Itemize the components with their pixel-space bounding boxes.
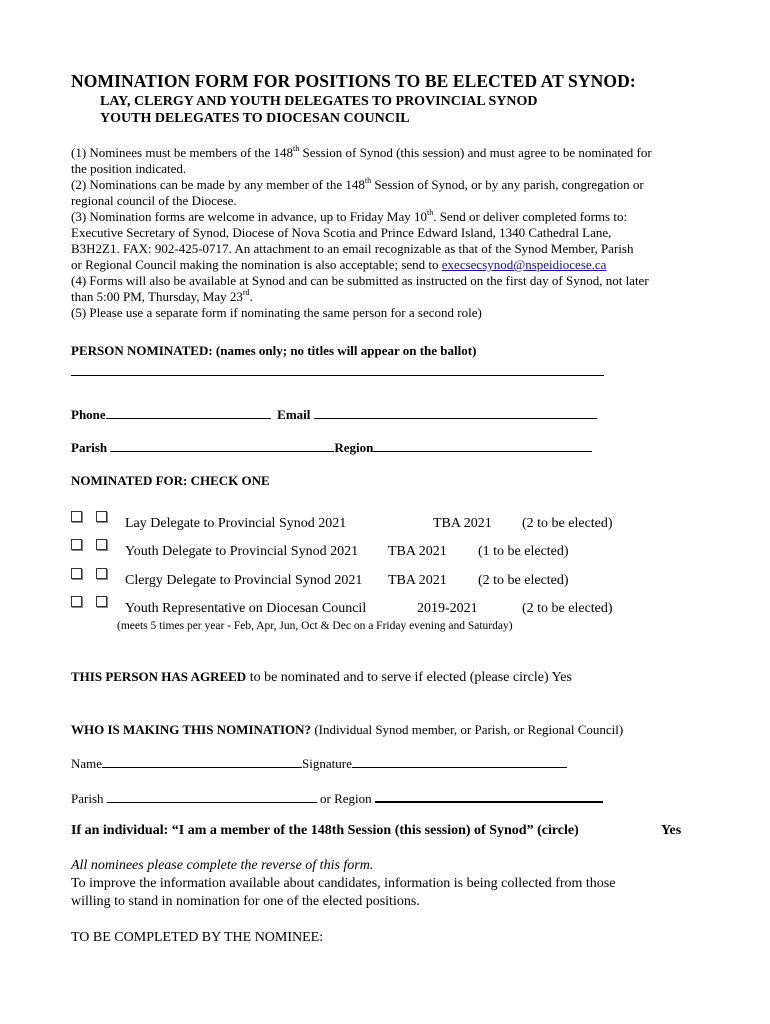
nominator-region-label: or Region [316,791,375,806]
person-nominated-heading: PERSON NOMINATED: (names only; no titles will appear on the ballot) [71,343,477,358]
individual-yes[interactable]: Yes [661,823,682,838]
phone-row [71,407,597,423]
option-3-count: (2 to be elected) [478,573,569,588]
rule-4-deadline: than 5:00 PM, Thursday, May 23 [71,289,243,304]
rule-3-address: Executive Secretary of Synod, Diocese of Nova Scotia and Prince Edward Island, 1340 Cathedral Lane, [71,225,612,240]
email-field[interactable] [314,407,597,419]
rule-1-text-cont: Session of Synod (this session) and must agree to be nominated for [299,145,652,160]
nominator-parish-row [71,790,603,807]
rule-2-text: (2) Nominations can be made by any member of the 148 [71,177,365,192]
parish-label: Parish [71,440,108,455]
rule-3-sup: th [426,208,434,217]
option-4-checkbox-b[interactable] [96,596,107,607]
agreed-heading: THIS PERSON HAS AGREED [71,669,247,684]
option-2-name: Youth Delegate to Provincial Synod 2021 [125,544,359,559]
form-title: NOMINATION FORM FOR POSITIONS TO BE ELECTED AT SYNOD: [71,71,636,91]
info-line-1: To improve the information available about candidates, information is being collected from those [71,876,616,891]
rule-1-line2: the position indicated. [71,161,187,176]
rule-4-line2 [71,289,253,305]
phone-label: Phone [71,407,106,422]
rule-3-email-text: or Regional Council making the nomination is also acceptable; send to [71,257,442,272]
email-label: Email [277,407,311,422]
council-meeting-note: (meets 5 times per year - Feb, Apr, Jun, Oct & Dec on a Friday evening and Saturday) [117,620,513,632]
nominator-parish-label: Parish [71,791,107,806]
nominee-section-heading: TO BE COMPLETED BY THE NOMINEE: [71,930,324,945]
rule-3-fax: B3H2Z1. FAX: 902-425-0717. An attachment to an email recognizable as that of the Synod Member, Parish [71,241,634,256]
who-nominating-text: (Individual Synod member, or Parish, or Regional Council) [311,722,624,737]
nominator-parish-field[interactable] [107,791,317,803]
rule-3-text-cont: . Send or deliver completed forms to: [433,209,628,224]
option-2-date: TBA 2021 [388,544,447,559]
who-nominating-line [71,722,623,738]
option-3-date: TBA 2021 [388,573,447,588]
nominated-for-heading: NOMINATED FOR: CHECK ONE [71,473,270,488]
nominator-region-field[interactable] [375,790,603,803]
agreed-text: to be nominated and to serve if elected (please circle) Yes [246,670,572,685]
rule-4-period: . [249,289,253,304]
option-1-checkbox-b[interactable] [96,511,107,522]
region-label: Region [334,440,374,455]
reverse-instruction: All nominees please complete the reverse of this form. [71,858,374,873]
nominator-name-label: Name [71,756,103,771]
signature-label: Signature [302,756,352,771]
option-3-name: Clergy Delegate to Provincial Synod 2021 [125,573,363,588]
rule-2 [71,177,644,193]
nominee-name-field[interactable] [71,375,604,376]
nominator-name-field[interactable] [102,756,302,768]
rule-4: (4) Forms will also be available at Synod and can be submitted as instructed on the first day of Synod, not later [71,273,649,288]
option-4-checkbox-a[interactable] [71,596,82,607]
rule-2-line2: regional council of the Diocese. [71,193,237,208]
rule-2-text-cont: Session of Synod, or by any parish, congregation or [371,177,644,192]
agreed-line [71,668,572,687]
option-4-date: 2019-2021 [417,601,478,616]
rule-1-text: (1) Nominees must be members of the 148 [71,145,294,160]
option-2-count: (1 to be elected) [478,544,569,559]
option-4-name: Youth Representative on Diocesan Council [125,601,367,616]
phone-field[interactable] [106,407,271,419]
form-subtitle-provincial: LAY, CLERGY AND YOUTH DELEGATES TO PROVINCIAL SYNOD [100,94,538,109]
who-nominating-heading: WHO IS MAKING THIS NOMINATION? [71,722,312,737]
rule-3-email-line [71,257,606,273]
rule-1 [71,145,652,161]
parish-row [71,440,592,456]
signature-field[interactable] [352,756,567,768]
info-line-2: willing to stand in nomination for one of the elected positions. [71,894,420,909]
nominator-row [71,756,567,772]
option-2-checkbox-b[interactable] [96,539,107,550]
form-subtitle-diocesan: YOUTH DELEGATES TO DIOCESAN COUNCIL [100,111,410,126]
email-link[interactable]: execsecsynod@nspeidiocese.ca [441,257,607,272]
option-1-name: Lay Delegate to Provincial Synod 2021 [125,516,347,531]
rule-2-sup: th [364,176,372,185]
rule-4-sup: rd [242,288,250,297]
option-1-checkbox-a[interactable] [71,511,82,522]
option-4-count: (2 to be elected) [522,601,613,616]
parish-field[interactable] [110,440,334,452]
rule-3-text: (3) Nomination forms are welcome in advance, up to Friday May 10 [71,209,427,224]
option-3-checkbox-b[interactable] [96,568,107,579]
rule-3 [71,209,627,225]
region-field[interactable] [373,440,592,452]
rule-5: (5) Please use a separate form if nominating the same person for a second role) [71,305,482,320]
option-3-checkbox-a[interactable] [71,568,82,579]
rule-1-sup: th [293,144,300,153]
individual-statement: If an individual: “I am a member of the 148th Session (this session) of Synod” (circle) [71,823,579,838]
option-2-checkbox-a[interactable] [71,539,82,550]
option-1-date: TBA 2021 [433,516,492,531]
option-1-count: (2 to be elected) [522,516,613,531]
